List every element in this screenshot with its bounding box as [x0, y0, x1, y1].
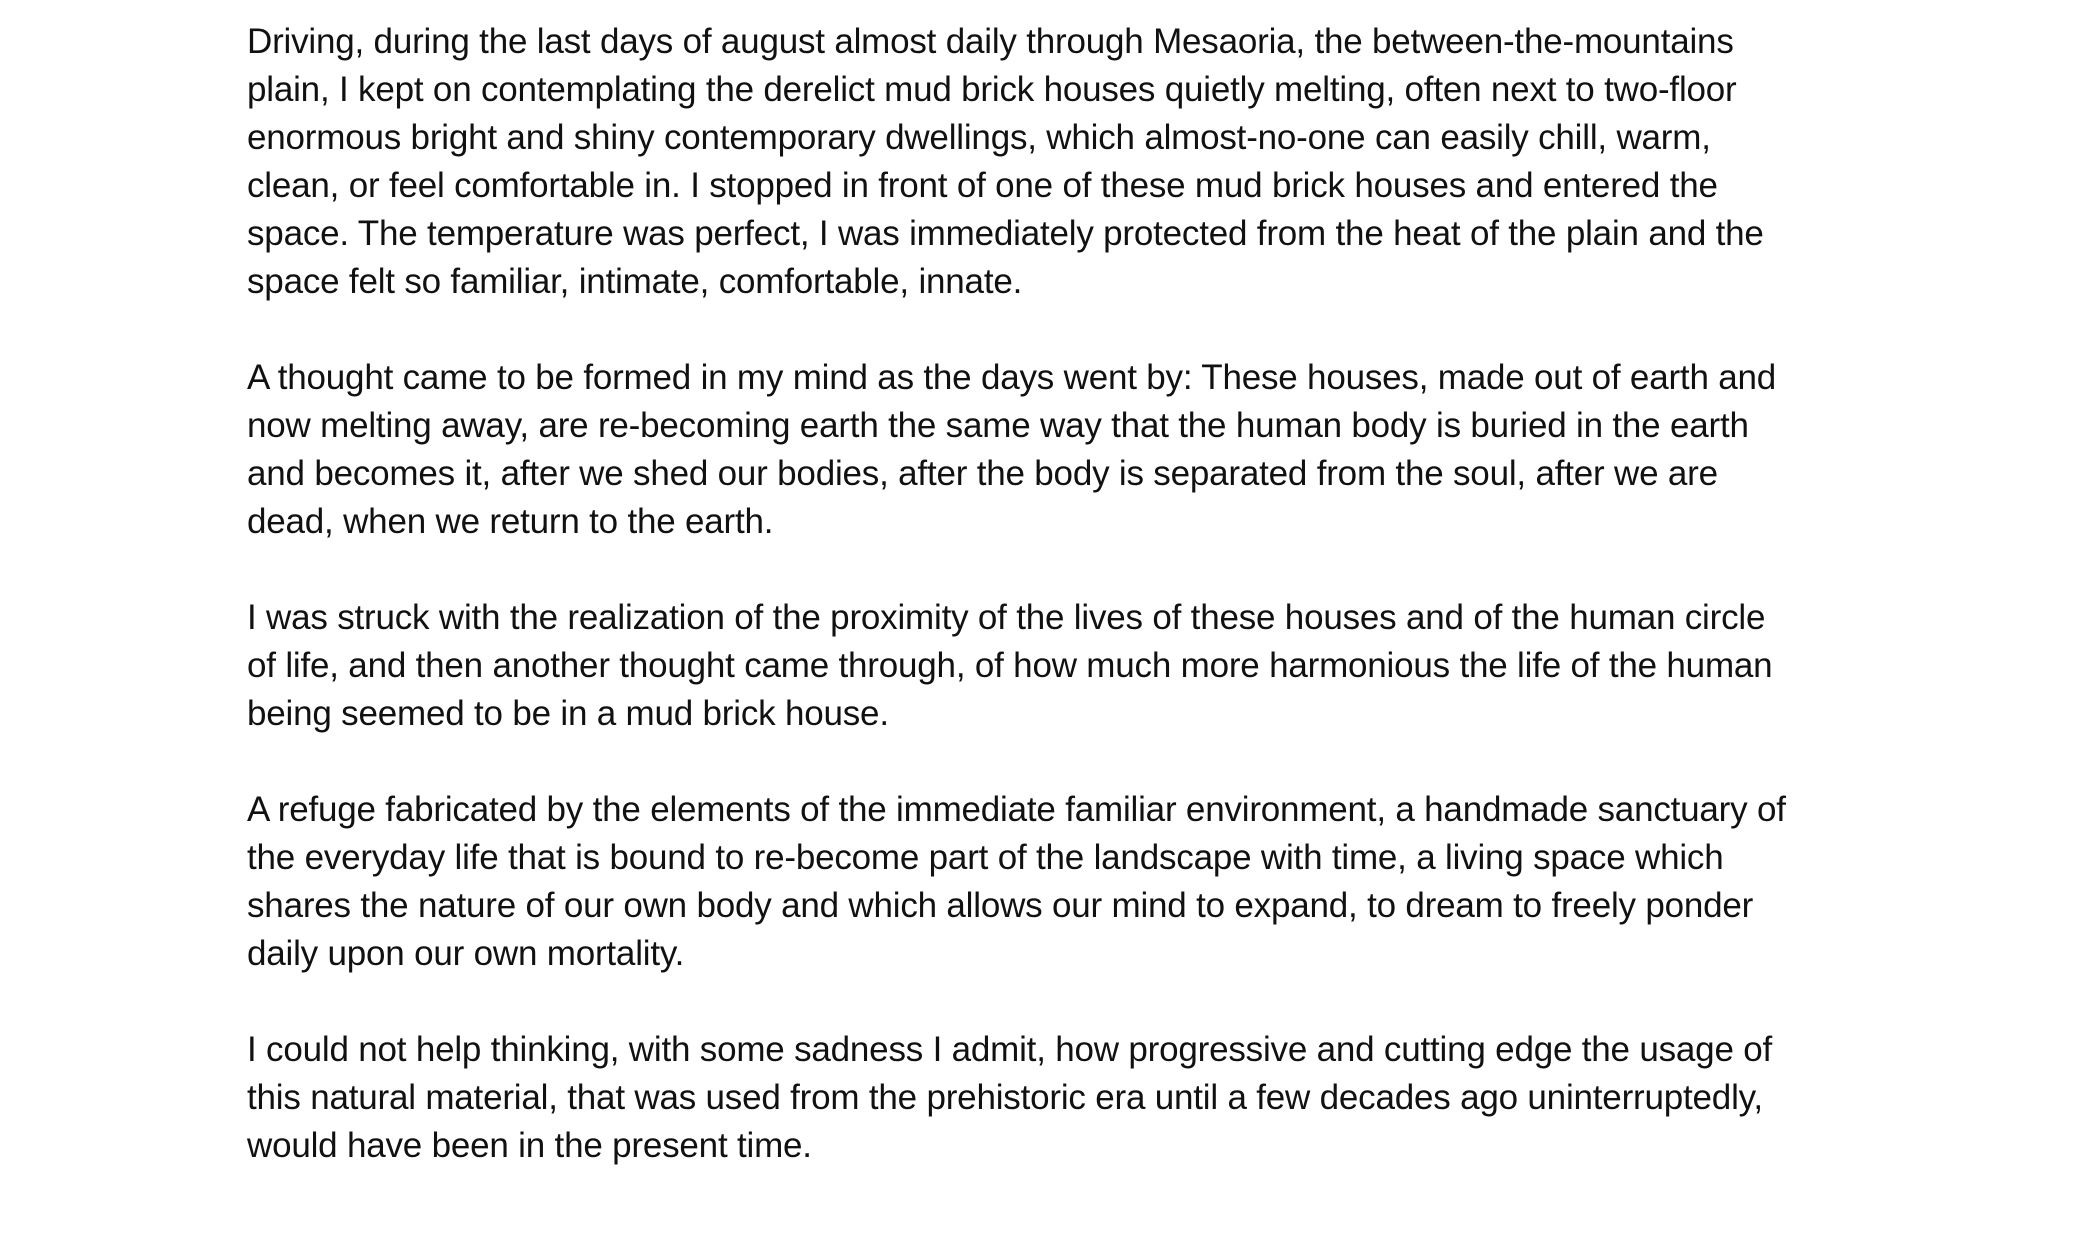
- text-line: space felt so familiar, intimate, comfortable, innate.: [247, 262, 1023, 301]
- text-line: A thought came to be formed in my mind as the days went by: These houses, made out of earth and: [247, 358, 1777, 397]
- paragraph-2: [247, 354, 1887, 546]
- text-line: of life, and then another thought came through, of how much more harmonious the life of the human: [247, 646, 1773, 685]
- text-line: dead, when we return to the earth.: [247, 502, 774, 541]
- paragraph-5: [247, 1026, 1887, 1170]
- text-line: now melting away, are re-becoming earth the same way that the human body is buried in the earth: [247, 406, 1749, 445]
- text-line: being seemed to be in a mud brick house.: [247, 694, 889, 733]
- paragraph-3: [247, 594, 1887, 738]
- text-line: daily upon our own mortality.: [247, 934, 685, 973]
- text-line: the everyday life that is bound to re-become part of the landscape with time, a living space which: [247, 838, 1724, 877]
- paragraph-4: [247, 786, 1887, 978]
- text-line: plain, I kept on contemplating the derelict mud brick houses quietly melting, often next to two-floor: [247, 70, 1737, 109]
- text-line: and becomes it, after we shed our bodies, after the body is separated from the soul, after we are: [247, 454, 1718, 493]
- text-line: A refuge fabricated by the elements of the immediate familiar environment, a handmade sanctuary of: [247, 790, 1786, 829]
- text-line: I could not help thinking, with some sadness I admit, how progressive and cutting edge the usage of: [247, 1030, 1773, 1069]
- text-line: this natural material, that was used from the prehistoric era until a few decades ago uninterruptedly,: [247, 1078, 1763, 1117]
- text-line: enormous bright and shiny contemporary dwellings, which almost-no-one can easily chill, warm,: [247, 118, 1711, 157]
- text-line: space. The temperature was perfect, I was immediately protected from the heat of the plain and the: [247, 214, 1764, 253]
- paragraph-1: [247, 18, 1887, 306]
- text-line: I was struck with the realization of the proximity of the lives of these houses and of the human circle: [247, 598, 1766, 637]
- text-line: would have been in the present time.: [247, 1126, 812, 1165]
- text-line: Driving, during the last days of august almost daily through Mesaoria, the between-the-mountains: [247, 22, 1734, 61]
- document-body: [247, 18, 1887, 1218]
- text-line: shares the nature of our own body and which allows our mind to expand, to dream to freely ponder: [247, 886, 1754, 925]
- text-line: clean, or feel comfortable in. I stopped in front of one of these mud brick houses and entered the: [247, 166, 1718, 205]
